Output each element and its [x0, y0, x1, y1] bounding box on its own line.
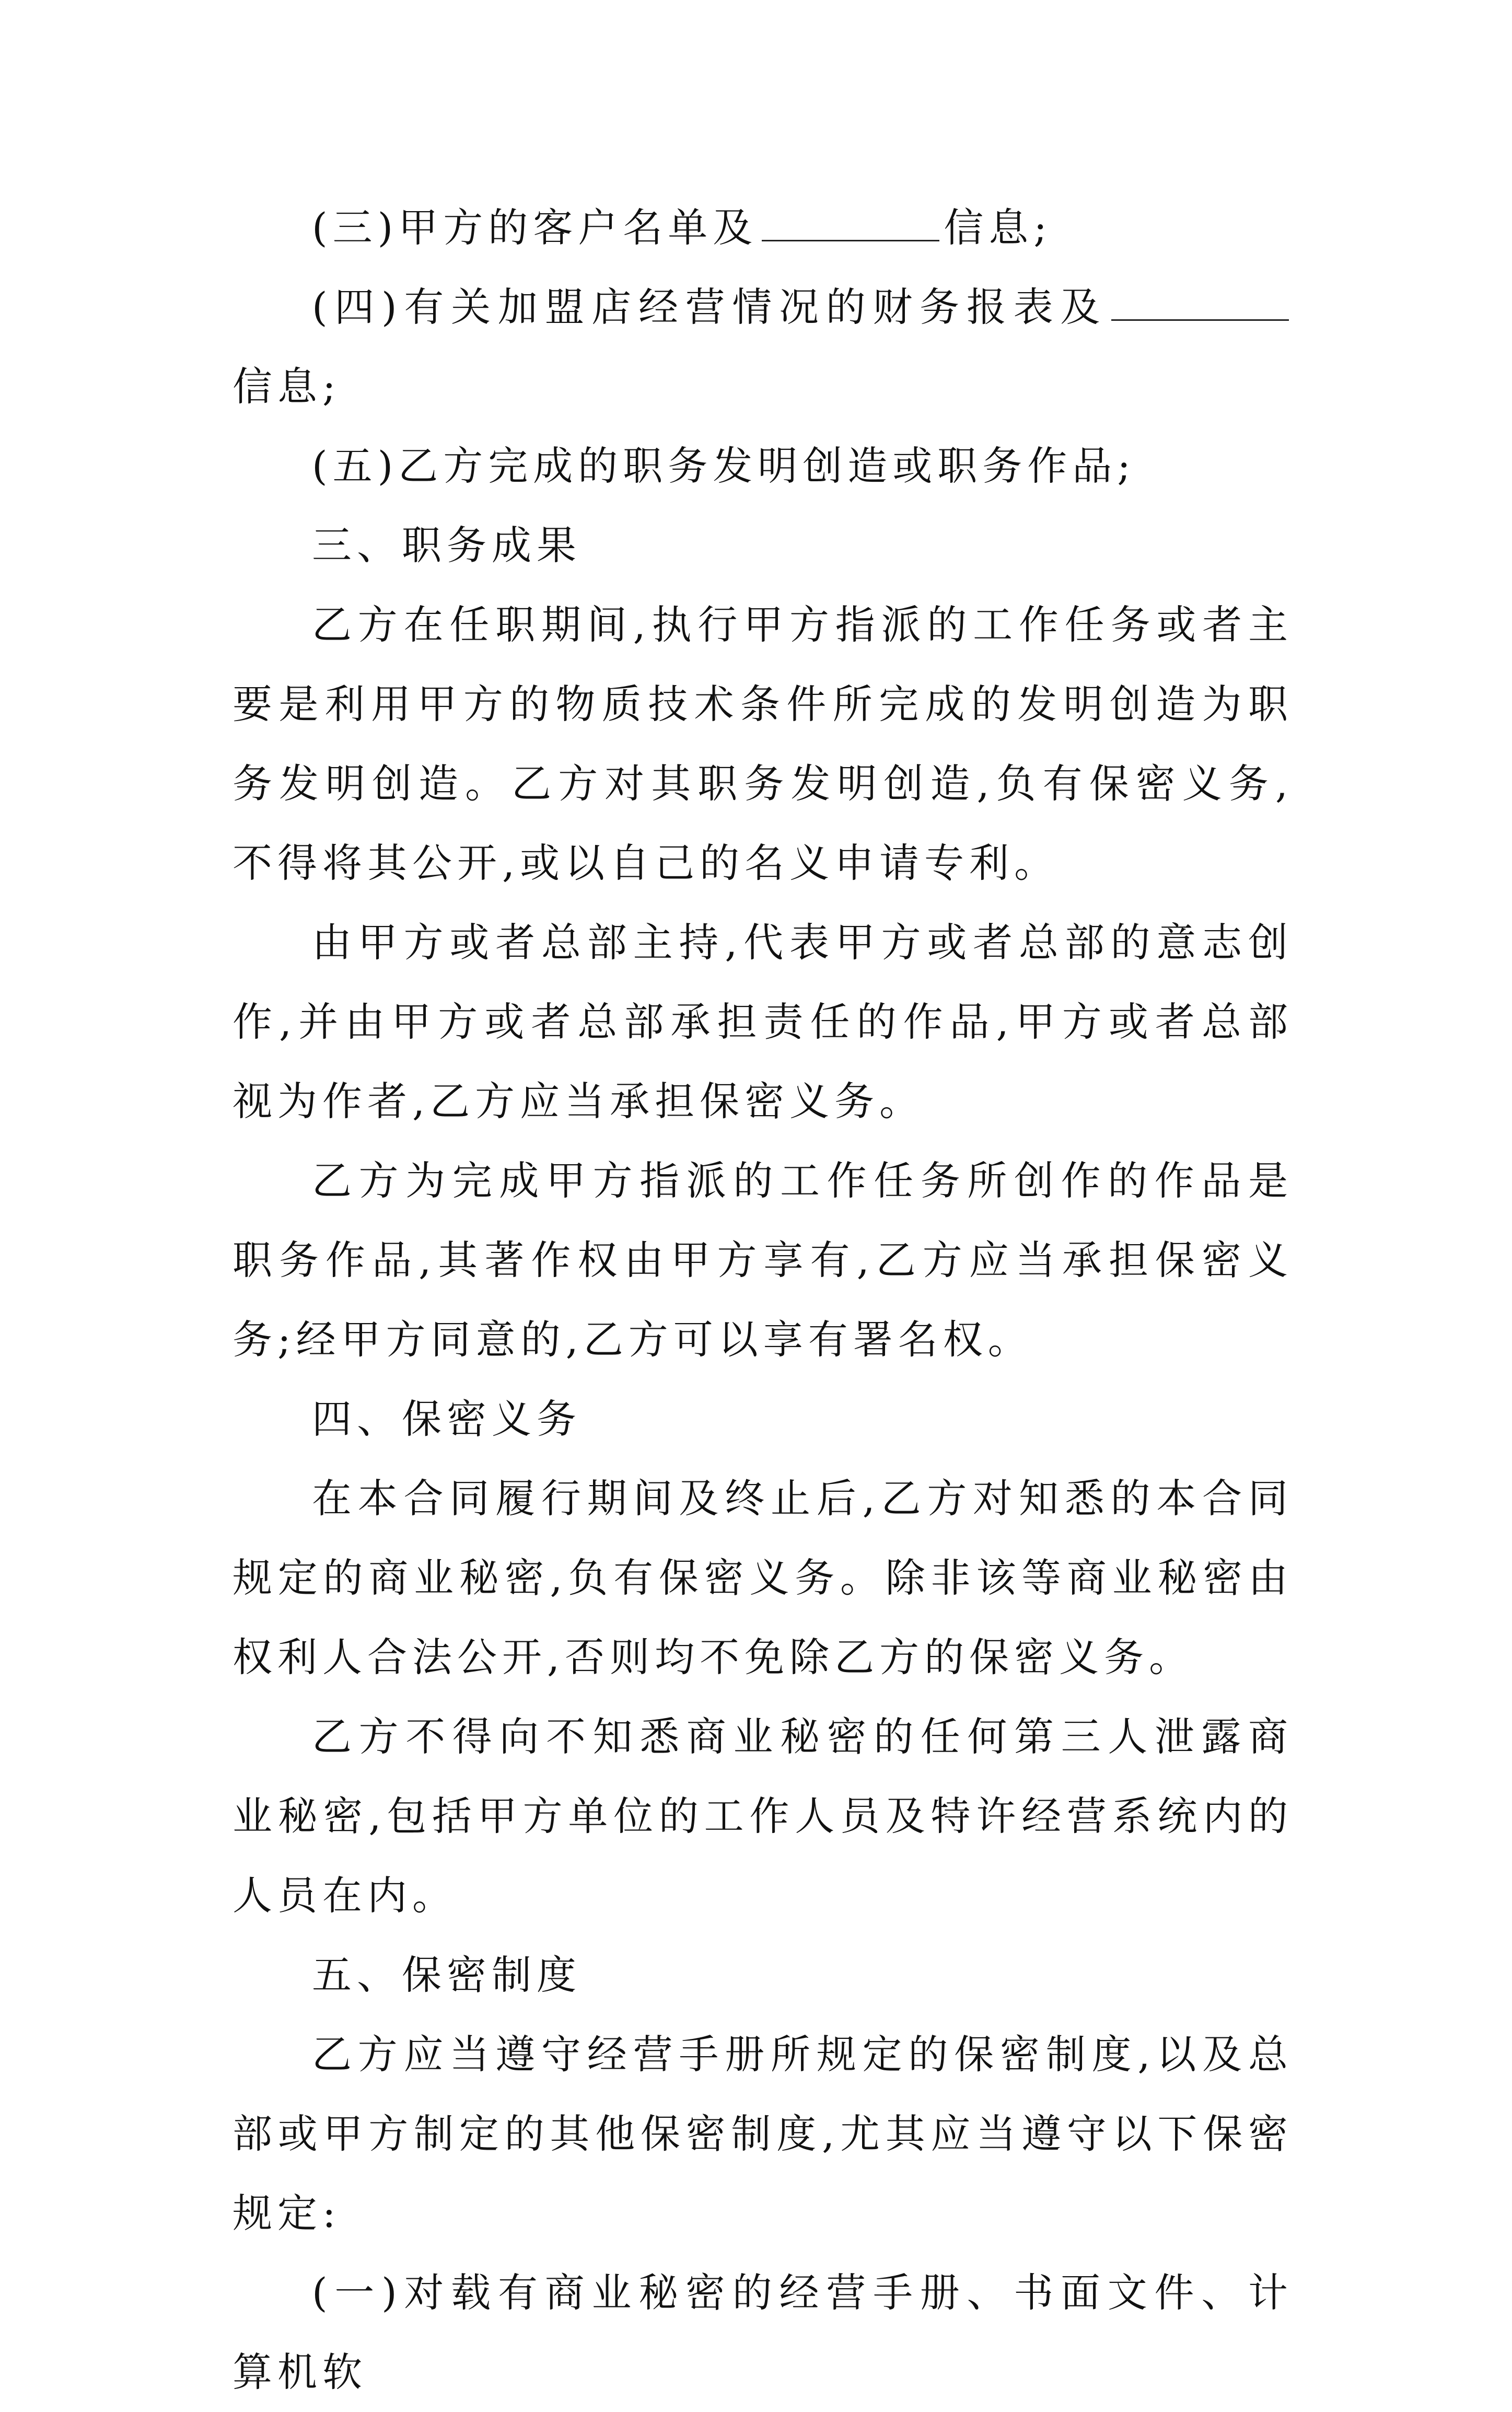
- section-heading-confidentiality-obligation: 四、保密义务: [312, 1396, 581, 1442]
- section-heading-job-results: 三、职务成果: [312, 522, 581, 569]
- paragraph-inventions: (五)乙方完成的职务发明创造或职务作品;: [312, 443, 1136, 489]
- paragraph-text: 信息;: [944, 204, 1052, 251]
- paragraph-customer-list: [232, 188, 1293, 268]
- paragraph-financial-reports: [232, 268, 1293, 426]
- paragraph-hq-works: 由甲方或者总部主持,代表甲方或者总部的意志创作,并由甲方或者总部承担责任的作品,甲方或者总部视为作者,乙方应当承担保密义务。: [232, 919, 1293, 1124]
- paragraph-no-disclosure: 乙方不得向不知悉商业秘密的任何第三人泄露商业秘密,包括甲方单位的工作人员及特许经营系统内的人员在内。: [232, 1713, 1293, 1919]
- document-body: [232, 188, 1293, 2412]
- fill-in-blank: [1111, 319, 1289, 321]
- section-heading-confidentiality-rules: 五、保密制度: [312, 1952, 581, 1998]
- fill-in-blank: [762, 239, 939, 241]
- paragraph-follow-rules: 乙方应当遵守经营手册所规定的保密制度,以及总部或甲方制定的其他保密制度,尤其应当遵守以下保密规定:: [232, 2031, 1293, 2236]
- paragraph-rule-one: (一)对载有商业秘密的经营手册、书面文件、计算机软: [232, 2269, 1293, 2395]
- paragraph-job-inventions: 乙方在任职期间,执行甲方指派的工作任务或者主要是利用甲方的物质技术条件所完成的发明创造为职务发明创造。乙方对其职务发明创造,负有保密义务,不得将其公开,或以自己的名义申请专利。: [232, 601, 1293, 886]
- paragraph-text: (四)有关加盟店经营情况的财务报表及: [312, 284, 1107, 330]
- paragraph-text: (三)甲方的客户名单及: [312, 204, 758, 251]
- paragraph-job-works: 乙方为完成甲方指派的工作任务所创作的作品是职务作品,其著作权由甲方享有,乙方应当承担保密义务;经甲方同意的,乙方可以享有署名权。: [232, 1157, 1293, 1363]
- paragraph-text: 信息;: [232, 363, 341, 410]
- paragraph-obligation-term: 在本合同履行期间及终止后,乙方对知悉的本合同规定的商业秘密,负有保密义务。除非该等商业秘密由权利人合法公开,否则均不免除乙方的保密义务。: [232, 1475, 1293, 1680]
